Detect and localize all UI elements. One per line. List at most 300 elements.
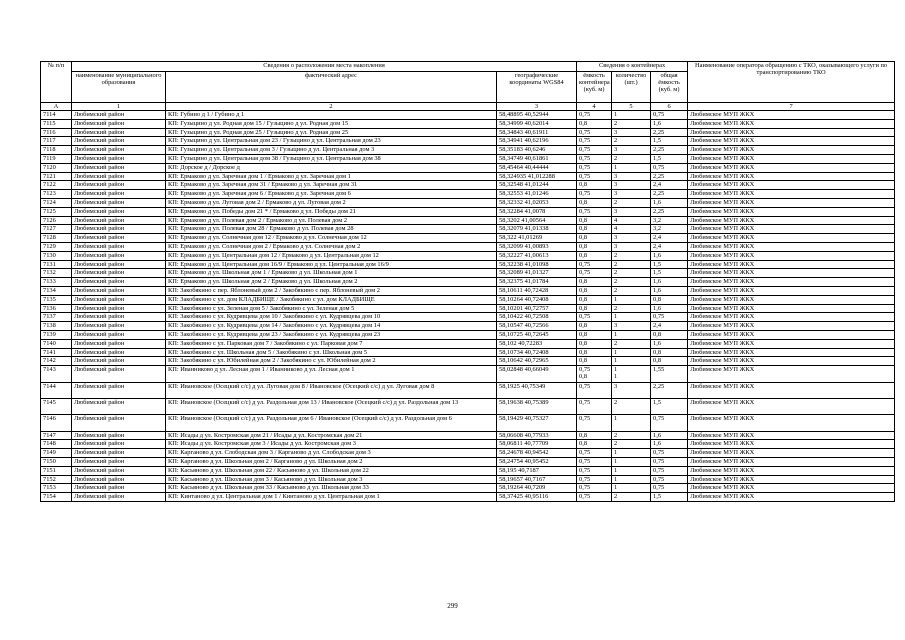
cell-operator: Любимское МУП ЖКХ <box>688 172 895 181</box>
table-row <box>41 382 895 398</box>
cell-number: 7124 <box>41 198 72 207</box>
cell-address: КП: Ермаково д ул. Заречная дом 1 / Ермаково д ул. Заречная дом 1 <box>166 172 497 181</box>
cell-total-volume: 0,8 <box>651 348 688 357</box>
cell-count: 4 <box>612 216 651 225</box>
cell-coordinates: 58,322 41,01269 <box>497 234 577 243</box>
cell-total-volume: 1,55 <box>651 366 688 382</box>
cell-municipality: Любимский район <box>72 339 166 348</box>
cell-number: 7143 <box>41 366 72 382</box>
cell-address: КП: Исады д ул. Костромская дом 3 / Исады д ул. Костромская дом 3 <box>166 440 497 449</box>
cell-coordinates: 58,195 40,7187 <box>497 466 577 475</box>
cell-count: 1 <box>612 295 651 304</box>
cell-municipality: Любимский район <box>72 128 166 137</box>
cell-volume: 0,75 <box>577 313 612 322</box>
table-row <box>41 366 895 382</box>
cell-coordinates: 58,32284 41,0078 <box>497 207 577 216</box>
cell-coordinates: 58,10725 40,72645 <box>497 330 577 339</box>
table-row <box>41 146 895 155</box>
cell-municipality: Любимский район <box>72 466 166 475</box>
cell-municipality: Любимский район <box>72 304 166 313</box>
cell-address: КП: Ивановское (Осецкий с/с) д ул. Раздольная дом 13 / Ивановское (Осецкий с/с) д ул. Раздольная дом 13 <box>166 398 497 414</box>
cell-number: 7146 <box>41 415 72 431</box>
cell-total-volume: 1,6 <box>651 304 688 313</box>
cell-coordinates: 58,34941 40,62196 <box>497 137 577 146</box>
cell-number: 7116 <box>41 128 72 137</box>
cell-address: КП: Гузыцино д ул. Центральная дом 3 / Гузыцино д ул. Центральная дом 3 <box>166 146 497 155</box>
cell-volume: 0,75 <box>577 398 612 414</box>
table-row <box>41 449 895 458</box>
cell-operator: Любимское МУП ЖКХ <box>688 163 895 172</box>
header-num: № п/п <box>41 62 72 103</box>
cell-address: КП: Ермаково д ул. Полевая дом 2 / Ермаково д ул. Полевая дом 2 <box>166 216 497 225</box>
cell-coordinates: 58,34749 40,61861 <box>497 154 577 163</box>
cell-coordinates: 58,324935 41,012288 <box>497 172 577 181</box>
cell-number: 7133 <box>41 278 72 287</box>
cell-municipality: Любимский район <box>72 493 166 502</box>
header-location: Сведения о расположении места накопления <box>72 62 577 72</box>
cell-operator: Любимское МУП ЖКХ <box>688 382 895 398</box>
cell-address: КП: Гузыцино д ул. Родная дом 25 / Гузыцино д ул. Родная дом 25 <box>166 128 497 137</box>
table-row <box>41 207 895 216</box>
table-row <box>41 357 895 366</box>
cell-address: КП: Ермаково д ул. Центральная дом 16/9 / Ермаково д ул. Центральная дом 16/9 <box>166 260 497 269</box>
cell-total-volume: 0,75 <box>651 484 688 493</box>
cell-total-volume: 1,6 <box>651 339 688 348</box>
cell-coordinates: 58,32089 41,01327 <box>497 269 577 278</box>
cell-number: 7120 <box>41 163 72 172</box>
cell-operator: Любимское МУП ЖКХ <box>688 295 895 304</box>
table-row <box>41 119 895 128</box>
header-containers: Сведения о контейнерах <box>577 62 688 72</box>
cell-number: 7150 <box>41 458 72 467</box>
header-index-a: А <box>41 103 72 111</box>
cell-operator: Любимское МУП ЖКХ <box>688 313 895 322</box>
cell-total-volume: 0,75 <box>651 466 688 475</box>
cell-volume: 0,75 <box>577 128 612 137</box>
cell-coordinates: 58,32227 41,00613 <box>497 251 577 260</box>
cell-address: КП: Закобякино с пер. Яблоневый дом 2 / Закобякино с пер. Яблоневый дом 2 <box>166 286 497 295</box>
cell-volume: 0,8 <box>577 330 612 339</box>
cell-number: 7135 <box>41 295 72 304</box>
cell-address: КП: Ермаково д ул. Луговая дом 2 / Ермаково д ул. Луговая дом 2 <box>166 198 497 207</box>
cell-count: 1 <box>612 163 651 172</box>
cell-count: 3 <box>612 190 651 199</box>
cell-volume: 0,75 <box>577 163 612 172</box>
cell-total-volume: 0,75 <box>651 449 688 458</box>
table-row <box>41 172 895 181</box>
cell-volume: 0,8 <box>577 234 612 243</box>
cell-coordinates: 58,24678 40,94542 <box>497 449 577 458</box>
cell-count: 2 <box>612 398 651 414</box>
cell-municipality: Любимский район <box>72 382 166 398</box>
cell-total-volume: 1,5 <box>651 493 688 502</box>
cell-volume: 0,75 <box>577 260 612 269</box>
cell-count: 2 <box>612 137 651 146</box>
table-row <box>41 269 895 278</box>
cell-coordinates: 58,10642 40,72965 <box>497 357 577 366</box>
cell-volume: 0,8 <box>577 216 612 225</box>
cell-address: КП: Ермаково д ул. Центральная дом 12 / Ермаково д ул. Центральная дом 12 <box>166 251 497 260</box>
cell-volume: 0,75 <box>577 484 612 493</box>
cell-operator: Любимское МУП ЖКХ <box>688 260 895 269</box>
header-index-7: 7 <box>688 103 895 111</box>
cell-volume: 0,8 <box>577 348 612 357</box>
table-row <box>41 398 895 414</box>
cell-volume: 0,75 <box>577 146 612 155</box>
cell-count: 2 <box>612 119 651 128</box>
cell-number: 7145 <box>41 398 72 414</box>
cell-address: КП: Гузыцино д ул. Центральная дом 38 / Гузыцино д ул. Центральная дом 38 <box>166 154 497 163</box>
table-row <box>41 163 895 172</box>
cell-municipality: Любимский район <box>72 440 166 449</box>
cell-municipality: Любимский район <box>72 207 166 216</box>
cell-address: КП: Касьяново д ул. Школьная дом 3 / Касьяново д ул. Школьная дом 3 <box>166 475 497 484</box>
cell-total-volume: 1,6 <box>651 198 688 207</box>
cell-operator: Любимское МУП ЖКХ <box>688 154 895 163</box>
cell-operator: Любимское МУП ЖКХ <box>688 137 895 146</box>
cell-count: 1 <box>612 415 651 431</box>
cell-municipality: Любимский район <box>72 330 166 339</box>
cell-count: 2 <box>612 251 651 260</box>
cell-operator: Любимское МУП ЖКХ <box>688 458 895 467</box>
cell-municipality: Любимский район <box>72 295 166 304</box>
cell-operator: Любимское МУП ЖКХ <box>688 146 895 155</box>
cell-volume: 0,75 <box>577 154 612 163</box>
cell-volume: 0,8 <box>577 242 612 251</box>
cell-count: 1 <box>612 466 651 475</box>
cell-total-volume: 0,8 <box>651 357 688 366</box>
header-coords: географические координаты WGS84 <box>497 72 577 103</box>
cell-address: КП: Закобякино с ул. Парковая дом 7 / Закобякино с ул. Парковая дом 7 <box>166 339 497 348</box>
cell-address: КП: Кинтаново д ул. Центральная дом 1 / Кинтаново д ул. Центральная дом 1 <box>166 493 497 502</box>
header-municipality: наименование муниципального образования <box>72 72 166 103</box>
cell-count: 1 <box>612 357 651 366</box>
cell-coordinates: 58,34999 40,62014 <box>497 119 577 128</box>
header-index-5: 5 <box>612 103 651 111</box>
cell-municipality: Любимский район <box>72 181 166 190</box>
cell-operator: Любимское МУП ЖКХ <box>688 431 895 440</box>
cell-count: 2 <box>612 278 651 287</box>
cell-coordinates: 58,48895 40,52944 <box>497 111 577 120</box>
cell-coordinates: 58,10264 40,72408 <box>497 295 577 304</box>
cell-number: 7119 <box>41 154 72 163</box>
cell-count: 2 <box>612 260 651 269</box>
cell-number: 7121 <box>41 172 72 181</box>
cell-total-volume: 2,4 <box>651 322 688 331</box>
cell-operator: Любимское МУП ЖКХ <box>688 440 895 449</box>
header-index-4: 4 <box>577 103 612 111</box>
header-volume: ёмкость контейнера (куб. м) <box>577 72 612 103</box>
cell-total-volume: 2,25 <box>651 190 688 199</box>
cell-number: 7123 <box>41 190 72 199</box>
cell-coordinates: 58,19657 40,7167 <box>497 475 577 484</box>
cell-operator: Любимское МУП ЖКХ <box>688 348 895 357</box>
cell-volume: 0,75 <box>577 475 612 484</box>
cell-address: КП: Ермаково д ул. Заречная дом 6 / Ермаково д ул. Заречная дом 6 <box>166 190 497 199</box>
cell-address: КП: Ермаково д ул. Школьная дом 1 / Ермаково д ул. Школьная дом 1 <box>166 269 497 278</box>
cell-address: КП: Ивановское (Осецкий с/с) д ул. Луговая дом 8 / Ивановское (Осецкий с/с) д ул. Луговая дом 8 <box>166 382 497 398</box>
cell-total-volume: 1,5 <box>651 260 688 269</box>
table-body <box>41 111 895 502</box>
cell-operator: Любимское МУП ЖКХ <box>688 304 895 313</box>
cell-operator: Любимское МУП ЖКХ <box>688 119 895 128</box>
cell-municipality: Любимский район <box>72 449 166 458</box>
cell-number: 7148 <box>41 440 72 449</box>
cell-address: КП: Ермаково д ул. Солнечная дом 2 / Ермаково д ул. Солнечная дом 2 <box>166 242 497 251</box>
cell-municipality: Любимский район <box>72 415 166 431</box>
cell-coordinates: 58,102 40,72283 <box>497 339 577 348</box>
cell-volume: 0,8 <box>577 295 612 304</box>
cell-number: 7126 <box>41 216 72 225</box>
table-row <box>41 190 895 199</box>
cell-operator: Любимское МУП ЖКХ <box>688 128 895 137</box>
cell-operator: Любимское МУП ЖКХ <box>688 366 895 382</box>
cell-address: КП: Закобякино с ул. Школьная дом 5 / Закобякино с ул. Школьная дом 5 <box>166 348 497 357</box>
cell-coordinates: 58,10547 40,72566 <box>497 322 577 331</box>
table-row <box>41 286 895 295</box>
cell-coordinates: 58,34843 40,61911 <box>497 128 577 137</box>
cell-address: КП: Закобякино с ул. дом КЛАДБИЩЕ / Закобякино с ул. дом КЛАДБИЩЕ <box>166 295 497 304</box>
cell-coordinates: 58,10422 40,72508 <box>497 313 577 322</box>
cell-coordinates: 58,3202 41,00564 <box>497 216 577 225</box>
cell-operator: Любимское МУП ЖКХ <box>688 225 895 234</box>
table-row <box>41 225 895 234</box>
cell-number: 7138 <box>41 322 72 331</box>
table-row <box>41 137 895 146</box>
cell-coordinates: 58,35183 40,6246 <box>497 146 577 155</box>
cell-municipality: Любимский район <box>72 137 166 146</box>
cell-address: КП: Закобякино с ул. Зеленая дом 5 / Закобякино с ул. Зеленая дом 5 <box>166 304 497 313</box>
cell-municipality: Любимский район <box>72 484 166 493</box>
cell-volume: 0,8 <box>577 286 612 295</box>
cell-number: 7130 <box>41 251 72 260</box>
cell-coordinates: 58,19264 40,7209 <box>497 484 577 493</box>
cell-coordinates: 58,02848 40,66049 <box>497 366 577 382</box>
cell-operator: Любимское МУП ЖКХ <box>688 216 895 225</box>
table-row <box>41 198 895 207</box>
cell-number: 7122 <box>41 181 72 190</box>
table-row <box>41 330 895 339</box>
cell-operator: Любимское МУП ЖКХ <box>688 357 895 366</box>
table-row <box>41 339 895 348</box>
cell-volume: 0,8 <box>577 278 612 287</box>
cell-address: КП: Губино д 1 / Губино д 1 <box>166 111 497 120</box>
cell-address: КП: Касьяново д ул. Школьная дом 22 / Касьяново д ул. Школьная дом 22 <box>166 466 497 475</box>
cell-coordinates: 58,32238 41,01098 <box>497 260 577 269</box>
cell-count: 3 <box>612 242 651 251</box>
cell-coordinates: 58,06608 40,77933 <box>497 431 577 440</box>
cell-number: 7139 <box>41 330 72 339</box>
cell-operator: Любимское МУП ЖКХ <box>688 207 895 216</box>
cell-number: 7151 <box>41 466 72 475</box>
table-row <box>41 111 895 120</box>
cell-count: 2 <box>612 440 651 449</box>
table-row <box>41 415 895 431</box>
cell-coordinates: 58,24754 40,95452 <box>497 458 577 467</box>
cell-municipality: Любимский район <box>72 322 166 331</box>
cell-operator: Любимское МУП ЖКХ <box>688 111 895 120</box>
cell-volume: 0,8 <box>577 251 612 260</box>
cell-total-volume: 1,5 <box>651 269 688 278</box>
cell-count: 3 <box>612 234 651 243</box>
cell-count: 1 1 <box>612 366 651 382</box>
table-row <box>41 278 895 287</box>
cell-volume: 0,8 <box>577 119 612 128</box>
cell-coordinates: 58,32375 41,01784 <box>497 278 577 287</box>
cell-number: 7131 <box>41 260 72 269</box>
cell-address: КП: Закобякино с ул. Кудрявцева дом 14 / Закобякино с ул. Кудрявцева дом 14 <box>166 322 497 331</box>
cell-total-volume: 0,8 <box>651 295 688 304</box>
cell-coordinates: 58,19429 40,75327 <box>497 415 577 431</box>
cell-operator: Любимское МУП ЖКХ <box>688 330 895 339</box>
cell-volume: 0,8 <box>577 440 612 449</box>
cell-address: КП: Ермаково д ул. Солнечная дом 12 / Ермаково д ул. Солнечная дом 12 <box>166 234 497 243</box>
cell-coordinates: 58,37425 40,95116 <box>497 493 577 502</box>
cell-operator: Любимское МУП ЖКХ <box>688 278 895 287</box>
cell-count: 2 <box>612 431 651 440</box>
cell-total-volume: 2,25 <box>651 172 688 181</box>
cell-operator: Любимское МУП ЖКХ <box>688 286 895 295</box>
cell-operator: Любимское МУП ЖКХ <box>688 475 895 484</box>
cell-number: 7137 <box>41 313 72 322</box>
table-row <box>41 216 895 225</box>
cell-municipality: Любимский район <box>72 225 166 234</box>
cell-total-volume: 2,25 <box>651 146 688 155</box>
cell-total-volume: 3,2 <box>651 225 688 234</box>
cell-volume: 0,75 <box>577 466 612 475</box>
table-row <box>41 475 895 484</box>
cell-address: КП: Касьяново д ул. Школьная дом 33 / Касьяново д ул. Школьная дом 33 <box>166 484 497 493</box>
cell-operator: Любимское МУП ЖКХ <box>688 251 895 260</box>
header-index-2: 2 <box>166 103 497 111</box>
table-row <box>41 322 895 331</box>
cell-total-volume: 2,4 <box>651 181 688 190</box>
cell-volume: 0,8 <box>577 198 612 207</box>
cell-municipality: Любимский район <box>72 234 166 243</box>
cell-operator: Любимское МУП ЖКХ <box>688 322 895 331</box>
cell-count: 2 <box>612 269 651 278</box>
cell-volume: 0,75 <box>577 172 612 181</box>
cell-operator: Любимское МУП ЖКХ <box>688 242 895 251</box>
table-row <box>41 181 895 190</box>
cell-number: 7136 <box>41 304 72 313</box>
cell-address: КП: Закобякино с ул. Юбилейная дом 2 / Закобякино с ул. Юбилейная дом 2 <box>166 357 497 366</box>
cell-operator: Любимское МУП ЖКХ <box>688 466 895 475</box>
cell-count: 1 <box>612 111 651 120</box>
cell-total-volume: 0,75 <box>651 313 688 322</box>
cell-number: 7132 <box>41 269 72 278</box>
cell-address: КП: Ивановское (Осецкий с/с) д ул. Раздольная дом 6 / Ивановское (Осецкий с/с) д ул. Раздольная дом 6 <box>166 415 497 431</box>
table-row <box>41 458 895 467</box>
cell-coordinates: 58,10201 40,72757 <box>497 304 577 313</box>
cell-operator: Любимское МУП ЖКХ <box>688 484 895 493</box>
cell-total-volume: 0,75 <box>651 111 688 120</box>
cell-address: КП: Ермаково д ул. Полевая дом 28 / Ермаково д ул. Полевая дом 28 <box>166 225 497 234</box>
cell-address: КП: Карганово д ул. Школьная дом 2 / Карганово д ул. Школьная дом 2 <box>166 458 497 467</box>
cell-municipality: Любимский район <box>72 357 166 366</box>
cell-total-volume: 1,6 <box>651 251 688 260</box>
cell-operator: Любимское МУП ЖКХ <box>688 493 895 502</box>
cell-address: КП: Закобякино с ул. Кудрявцева дом 10 / Закобякино с ул. Кудрявцева дом 10 <box>166 313 497 322</box>
cell-volume: 0,75 <box>577 207 612 216</box>
cell-coordinates: 58,10734 40,72408 <box>497 348 577 357</box>
cell-total-volume: 2,4 <box>651 234 688 243</box>
table-row <box>41 493 895 502</box>
cell-number: 7129 <box>41 242 72 251</box>
cell-count: 2 <box>612 154 651 163</box>
cell-total-volume: 1,5 <box>651 137 688 146</box>
cell-number: 7152 <box>41 475 72 484</box>
cell-coordinates: 58,06811 40,77709 <box>497 440 577 449</box>
header-total: общая ёмкость (куб. м) <box>651 72 688 103</box>
cell-total-volume: 2,4 <box>651 242 688 251</box>
cell-municipality: Любимский район <box>72 458 166 467</box>
cell-number: 7115 <box>41 119 72 128</box>
table-row <box>41 260 895 269</box>
cell-municipality: Любимский район <box>72 190 166 199</box>
cell-volume: 0,8 <box>577 339 612 348</box>
cell-volume: 0,75 0,8 <box>577 366 612 382</box>
cell-number: 7141 <box>41 348 72 357</box>
cell-address: КП: Дорское д / Дорское д <box>166 163 497 172</box>
cell-number: 7149 <box>41 449 72 458</box>
cell-number: 7118 <box>41 146 72 155</box>
cell-count: 3 <box>612 382 651 398</box>
cell-municipality: Любимский район <box>72 475 166 484</box>
cell-count: 2 <box>612 286 651 295</box>
cell-number: 7154 <box>41 493 72 502</box>
cell-count: 4 <box>612 225 651 234</box>
header-address: фактический адрес <box>166 72 497 103</box>
cell-address: КП: Исады д ул. Костромская дом 21 / Исады д ул. Костромская дом 21 <box>166 431 497 440</box>
cell-municipality: Любимский район <box>72 146 166 155</box>
cell-number: 7125 <box>41 207 72 216</box>
cell-number: 7114 <box>41 111 72 120</box>
header-index-3: 3 <box>497 103 577 111</box>
page-number: 299 <box>447 602 458 610</box>
cell-operator: Любимское МУП ЖКХ <box>688 269 895 278</box>
cell-number: 7128 <box>41 234 72 243</box>
cell-address: КП: Гузыцино д ул. Центральная дом 23 / Гузыцино д ул. Центральная дом 23 <box>166 137 497 146</box>
cell-total-volume: 1,6 <box>651 119 688 128</box>
cell-volume: 0,75 <box>577 190 612 199</box>
cell-number: 7147 <box>41 431 72 440</box>
cell-municipality: Любимский район <box>72 260 166 269</box>
table-header <box>41 62 895 111</box>
cell-volume: 0,75 <box>577 458 612 467</box>
cell-volume: 0,75 <box>577 382 612 398</box>
cell-address: КП: Ермаково д ул. Школьная дом 2 / Ермаково д ул. Школьная дом 2 <box>166 278 497 287</box>
cell-number: 7142 <box>41 357 72 366</box>
cell-count: 2 <box>612 198 651 207</box>
cell-volume: 0,8 <box>577 431 612 440</box>
cell-municipality: Любимский район <box>72 198 166 207</box>
cell-count: 3 <box>612 322 651 331</box>
cell-coordinates: 58,32079 41,01338 <box>497 225 577 234</box>
cell-count: 1 <box>612 475 651 484</box>
cell-total-volume: 1,6 <box>651 286 688 295</box>
cell-volume: 0,75 <box>577 269 612 278</box>
cell-number: 7153 <box>41 484 72 493</box>
cell-address: КП: Ермаково д ул. Заречная дом 31 / Ермаково д ул. Заречная дом 31 <box>166 181 497 190</box>
cell-municipality: Любимский район <box>72 313 166 322</box>
cell-total-volume: 2,25 <box>651 128 688 137</box>
cell-municipality: Любимский район <box>72 431 166 440</box>
table-row <box>41 440 895 449</box>
cell-municipality: Любимский район <box>72 242 166 251</box>
table-row <box>41 242 895 251</box>
cell-count: 2 <box>612 493 651 502</box>
